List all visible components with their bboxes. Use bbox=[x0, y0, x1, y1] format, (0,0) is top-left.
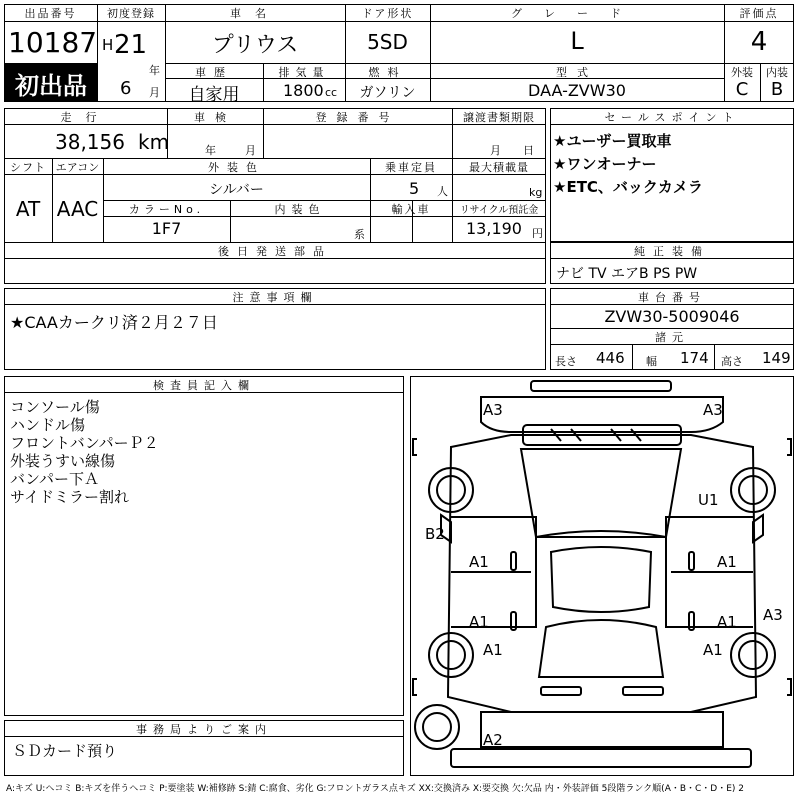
damage-mark: A3 bbox=[483, 401, 503, 419]
damage-mark: A1 bbox=[469, 553, 489, 571]
damage-mark: A1 bbox=[703, 641, 723, 659]
year-unit: 年 bbox=[149, 64, 160, 77]
height-label: 高さ bbox=[721, 355, 743, 368]
history: 自家用 bbox=[188, 85, 240, 105]
inspection-year-unit: 年 bbox=[205, 144, 216, 157]
chassis-number: ZVW30-5009046 bbox=[604, 307, 740, 326]
first-listing-badge-text: 初出品 bbox=[15, 72, 87, 100]
shift: AT bbox=[15, 197, 41, 221]
shift-label: シフト bbox=[10, 161, 46, 174]
inspector-line-4: 外装うすい線傷 bbox=[10, 452, 116, 470]
inspector-line-2: ハンドル傷 bbox=[10, 416, 86, 434]
model-label: 型式 bbox=[556, 66, 598, 79]
chassis-label: 車台番号 bbox=[638, 291, 706, 304]
max-load-label: 最大積載量 bbox=[469, 161, 529, 174]
exterior-grade-label: 外装 bbox=[731, 66, 753, 79]
max-load-unit: kg bbox=[529, 186, 543, 199]
door-type: 5SD bbox=[367, 30, 408, 54]
capacity-unit: 人 bbox=[437, 185, 448, 198]
equipment: ナビ TV エアB PS PW bbox=[556, 266, 698, 282]
displacement: 1800 bbox=[283, 81, 324, 100]
registration-year: 21 bbox=[114, 30, 148, 60]
mileage-label: 走行 bbox=[60, 111, 111, 124]
model-code: DAA-ZVW30 bbox=[528, 81, 626, 100]
inspector-line-6: サイドミラー割れ bbox=[10, 488, 129, 506]
inspector-label: 検査員記入欄 bbox=[153, 379, 255, 392]
interior-grade: B bbox=[770, 79, 784, 100]
ac: AAC bbox=[56, 197, 99, 221]
sales-point-1: ★ユーザー買取車 bbox=[553, 132, 672, 150]
inspection-month-unit: 月 bbox=[245, 144, 256, 157]
damage-mark: A3 bbox=[763, 606, 783, 624]
inspector-line-1: コンソール傷 bbox=[10, 398, 100, 416]
damage-mark: U1 bbox=[698, 491, 719, 509]
exterior-color-label: 外装色 bbox=[208, 161, 265, 174]
car-name-label: 車名 bbox=[230, 7, 280, 20]
car-name: プリウス bbox=[211, 33, 299, 58]
damage-mark: A1 bbox=[483, 641, 503, 659]
sales-point-2: ★ワンオーナー bbox=[553, 155, 657, 173]
recycle-deposit: 13,190 bbox=[466, 219, 522, 238]
equipment-label: 純正装備 bbox=[634, 245, 710, 258]
displacement-label: 排気量 bbox=[278, 66, 330, 79]
grade-label: グレード bbox=[511, 7, 643, 20]
history-label: 車歴 bbox=[195, 66, 233, 79]
damage-mark: A1 bbox=[469, 613, 489, 631]
dimensions-label: 諸元 bbox=[655, 331, 689, 344]
interior-color-unit: 系 bbox=[354, 228, 365, 241]
inspection-label: 車検 bbox=[194, 111, 236, 124]
door-label: ドア形状 bbox=[361, 7, 414, 20]
registration-month: 6 bbox=[120, 78, 132, 99]
interior-grade-label: 内装 bbox=[766, 66, 788, 79]
sales-point-3: ★ETC、バックカメラ bbox=[553, 178, 703, 196]
sales-points-box bbox=[550, 108, 794, 242]
plate-label: 登録番号 bbox=[315, 111, 400, 124]
legend: A:キズ U:ヘコミ B:キズを伴うヘコミ P:要塗装 W:補修跡 S:錆 C:腐食、劣化 G:フロントガラス点キズ XX:交換済み X:要交換 欠:欠品 内・外装評価 5段階ランク順(A・B・C・D・E) 2 bbox=[6, 784, 745, 794]
mileage-unit: km bbox=[138, 130, 170, 154]
inspector-line-3: フロントバンパーＰ２ bbox=[10, 434, 159, 452]
exterior-color: シルバー bbox=[209, 182, 264, 198]
length-label: 長さ bbox=[555, 355, 577, 368]
inspector-line-5: バンパー下Ａ bbox=[10, 470, 99, 488]
later-parts-label: 後日発送部品 bbox=[218, 245, 332, 258]
transfer-day-unit: 日 bbox=[523, 144, 534, 157]
transfer-deadline-label: 譲渡書類期限 bbox=[463, 111, 535, 124]
ac-label: エアコン bbox=[55, 161, 100, 174]
width-label: 幅 bbox=[646, 355, 657, 368]
office-text: ＳＤカード預り bbox=[12, 742, 118, 760]
damage-mark: A1 bbox=[717, 613, 737, 631]
color-number-label: カラーNo. bbox=[128, 203, 205, 216]
exterior-grade: C bbox=[735, 79, 749, 100]
color-number: 1F7 bbox=[151, 219, 182, 238]
car-outline-diagram bbox=[411, 377, 793, 775]
displacement-unit: cc bbox=[325, 86, 338, 99]
damage-diagram bbox=[410, 376, 794, 776]
era: H bbox=[102, 36, 114, 54]
capacity: 5 bbox=[409, 179, 420, 198]
recycle-deposit-unit: 円 bbox=[532, 227, 543, 240]
month-unit: 月 bbox=[149, 86, 160, 99]
score: 4 bbox=[750, 27, 768, 57]
grade: L bbox=[570, 27, 584, 55]
height: 149 bbox=[762, 349, 791, 367]
damage-mark: A2 bbox=[483, 731, 503, 749]
notes-text: ★CAAカークリ済２月２７日 bbox=[10, 313, 218, 332]
score-label: 評価点 bbox=[739, 7, 779, 20]
damage-mark: A1 bbox=[717, 553, 737, 571]
interior-color-label: 内装色 bbox=[274, 203, 326, 216]
lot-number: 10187 bbox=[8, 26, 98, 59]
first-registration-label: 初度登録 bbox=[107, 7, 155, 20]
office-label: 事務局よりご案内 bbox=[136, 723, 272, 736]
damage-mark: B2 bbox=[425, 525, 445, 543]
fuel-label: 燃料 bbox=[368, 66, 407, 79]
mileage: 38,156 bbox=[55, 130, 125, 154]
damage-mark: A3 bbox=[703, 401, 723, 419]
length: 446 bbox=[596, 349, 625, 367]
sales-points-label: セールスポイント bbox=[604, 111, 740, 124]
width: 174 bbox=[680, 349, 709, 367]
notes-label: 注意事項欄 bbox=[232, 291, 318, 304]
import-label: 輸入車 bbox=[391, 203, 431, 216]
transfer-month-unit: 月 bbox=[490, 144, 501, 157]
recycle-deposit-label: リサイクル預託金 bbox=[459, 205, 539, 216]
capacity-label: 乗車定員 bbox=[385, 161, 437, 174]
lot-number-label: 出品番号 bbox=[24, 7, 77, 20]
fuel: ガソリン bbox=[359, 85, 416, 101]
